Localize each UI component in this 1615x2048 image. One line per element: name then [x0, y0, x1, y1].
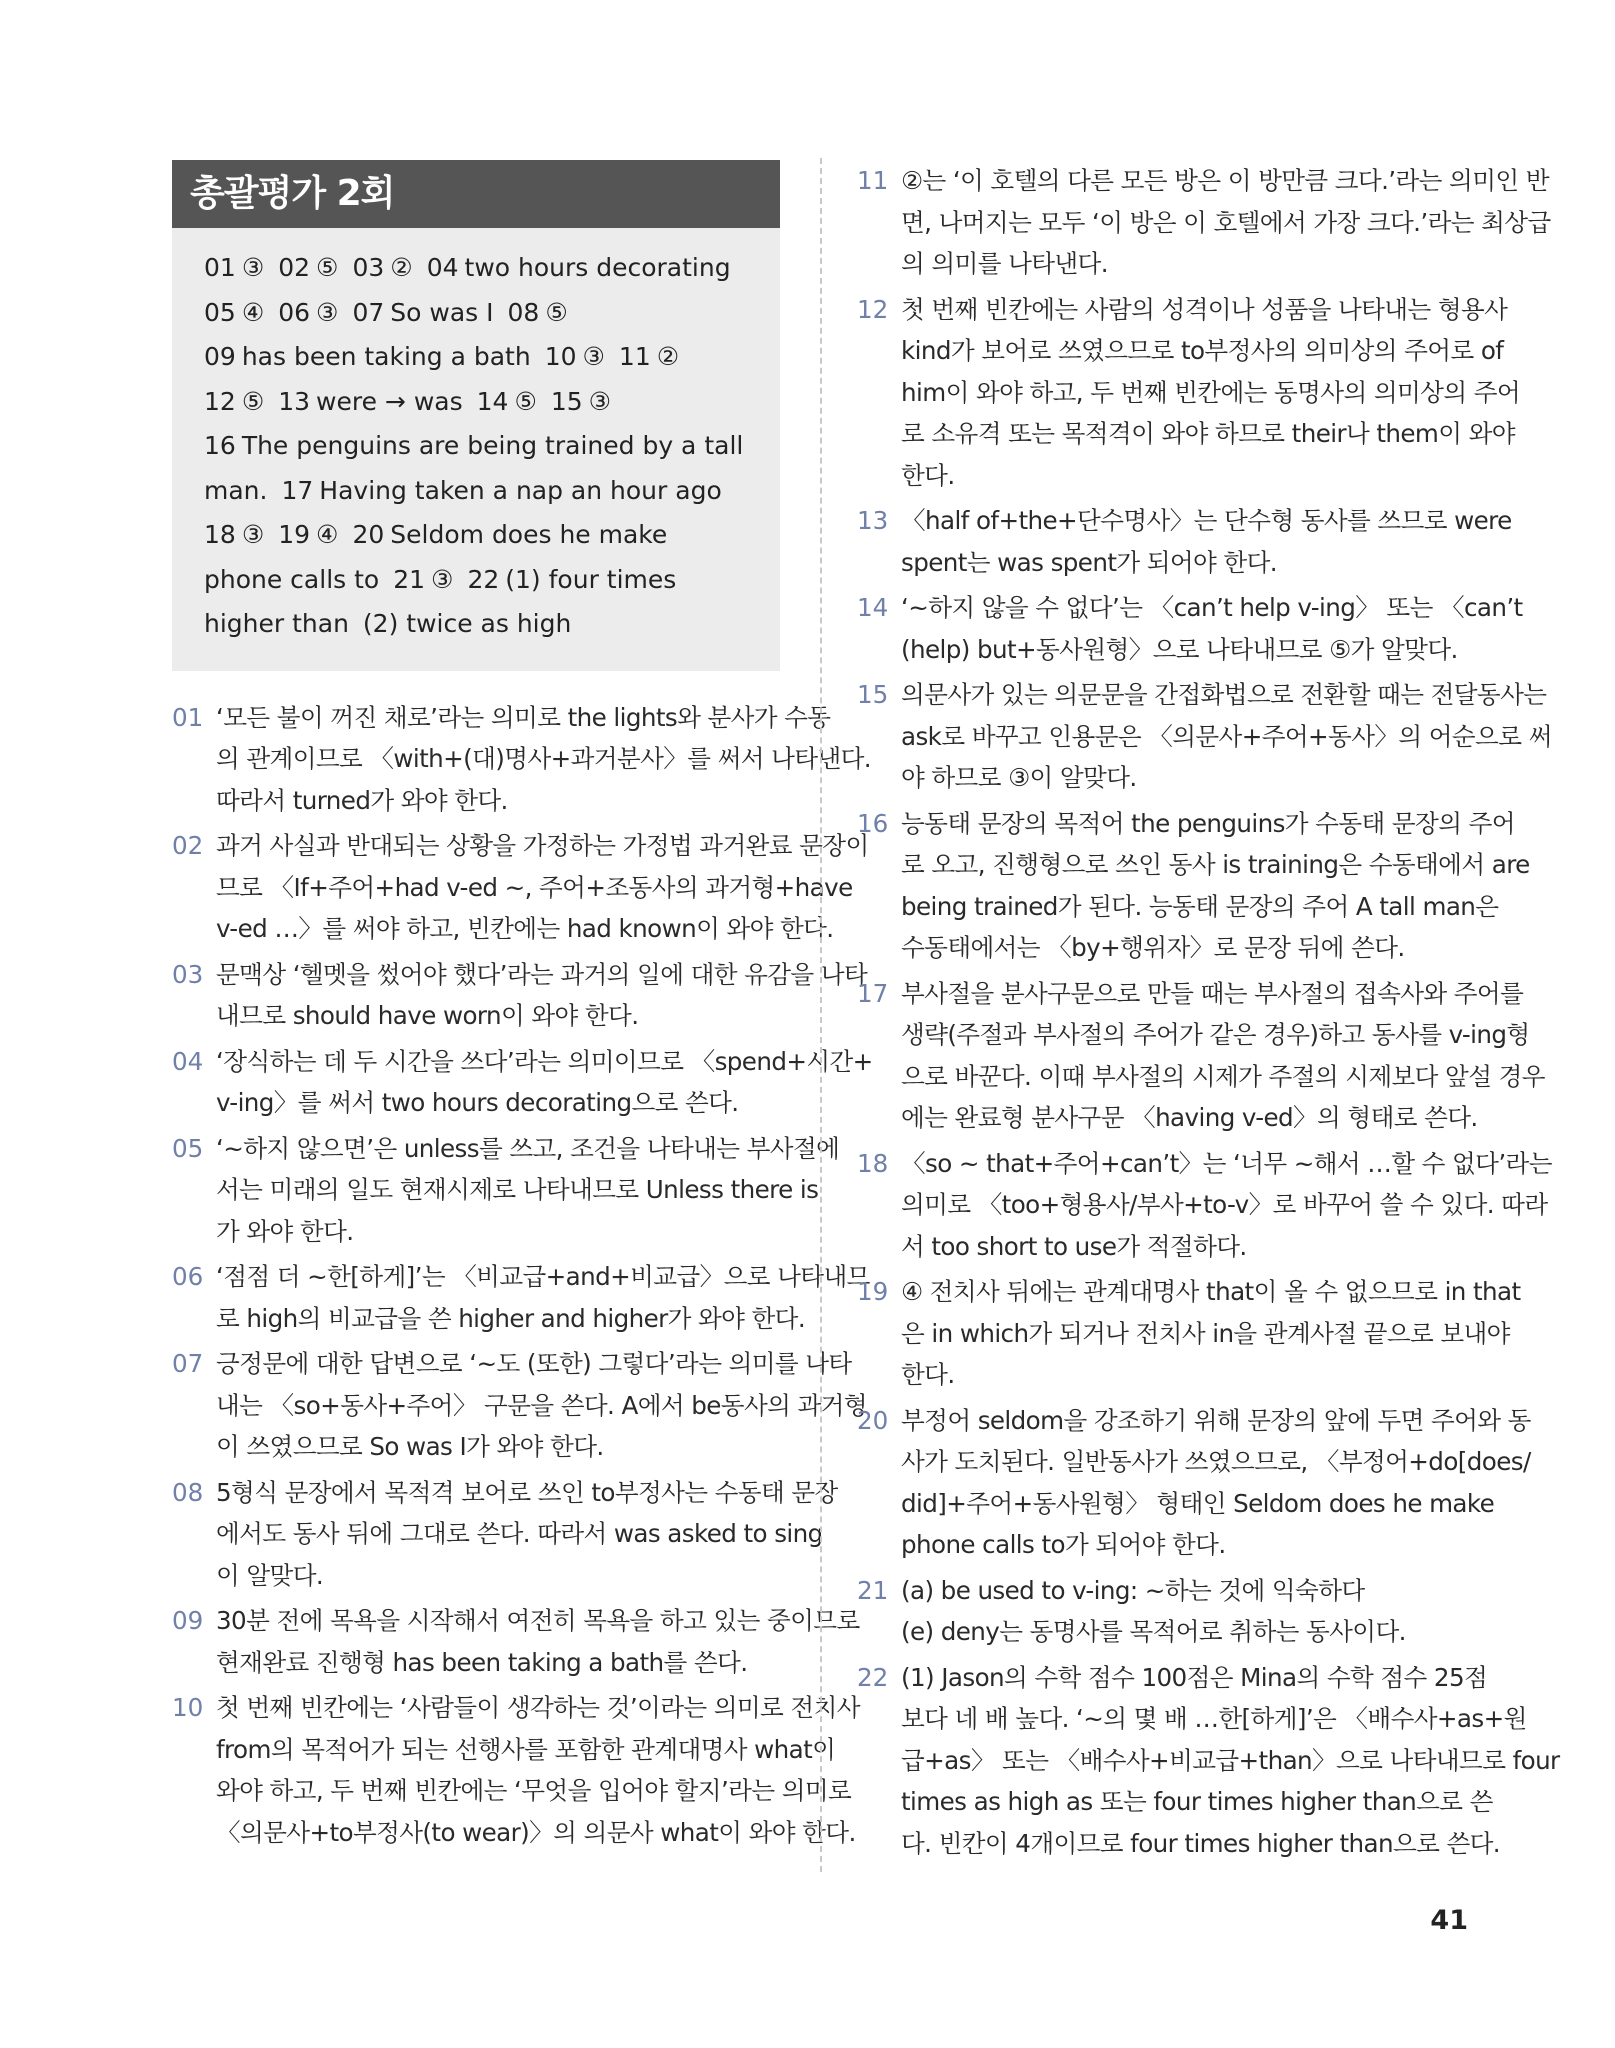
- answer-entry: [278, 387, 462, 416]
- answer-key-box: [172, 228, 780, 671]
- answer-number: 03: [352, 253, 385, 282]
- text-line: 다. 빈칸이 4개이므로 four times higher than으로 쓴다.: [901, 1828, 1501, 1858]
- answer-value: ③: [582, 342, 605, 371]
- text-line: ④ 전치사 뒤에는 관계대명사 that이 올 수 없으므로 in that: [901, 1277, 1521, 1306]
- item-number: 03: [172, 959, 204, 989]
- item-number: 17: [857, 978, 889, 1008]
- item-number: 14: [857, 593, 889, 622]
- text-line: 〈의문사+to부정사(to wear)〉의 의문사 what이 와야 한다.: [216, 1817, 856, 1847]
- answer-number: 02: [278, 253, 311, 282]
- answer-line: [204, 246, 760, 291]
- text-line: 첫 번째 빈칸에는 ‘사람들이 생각하는 것’이라는 의미로 전치사: [216, 1693, 860, 1722]
- text-line: 사가 도치된다. 일반동사가 쓰였으므로, 〈부정어+do[does/: [901, 1447, 1531, 1476]
- answer-value: ②: [390, 253, 413, 282]
- text-line: 로 오고, 진행형으로 쓰인 동사 is training은 수동태에서 are: [901, 850, 1530, 879]
- answer-value: (1) four times: [505, 564, 677, 594]
- item-text: [901, 1657, 1560, 1865]
- answer-number: 07: [352, 297, 385, 327]
- text-line: ‘점점 더 ~한[하게]’는 〈비교급+and+비교급〉으로 나타내므: [216, 1262, 870, 1291]
- text-line: 서는 미래의 일도 현재시제로 나타내므로 Unless there is: [216, 1175, 819, 1204]
- item-number: 12: [857, 294, 889, 324]
- item-text: [216, 1472, 838, 1597]
- answer-number: 21: [393, 564, 426, 594]
- answer-value: ②: [656, 342, 680, 371]
- explanation-item: [857, 1570, 1467, 1653]
- text-line: (e) deny는 동명사를 목적어로 취하는 동사이다.: [901, 1617, 1406, 1646]
- item-number: 13: [857, 506, 889, 535]
- item-number: 07: [172, 1349, 204, 1378]
- item-text: [901, 1143, 1552, 1268]
- answer-value: ③: [588, 386, 612, 416]
- explanation-item: [857, 289, 1521, 497]
- answer-entry: [545, 342, 605, 371]
- text-line: spent는 was spent가 되어야 한다.: [901, 547, 1277, 577]
- right-column: [857, 160, 1560, 1868]
- text-line: 야 하므로 ③이 알맞다.: [901, 763, 1137, 792]
- answer-number: 19: [278, 520, 311, 549]
- answer-value: phone calls to: [204, 564, 380, 594]
- answer-line: [204, 469, 760, 514]
- text-line: ‘~하지 않을 수 없다’는 〈can’t help v-ing〉 또는 〈can’t: [901, 593, 1523, 622]
- text-line: from의 목적어가 되는 선행사를 포함한 관계대명사 what이: [216, 1734, 836, 1764]
- text-line: 로 소유격 또는 목적격이 와야 하므로 their나 them이 와야: [901, 419, 1515, 448]
- page-number: 41: [1430, 1905, 1468, 1936]
- item-number: 22: [857, 1662, 889, 1692]
- item-text: [216, 1687, 860, 1853]
- item-text: [901, 973, 1545, 1139]
- answer-value: ⑤: [514, 386, 537, 416]
- text-line: ②는 ‘이 호텔의 다른 모든 방은 이 방만큼 크다.’라는 의미인 반: [901, 166, 1549, 195]
- text-line: times as high as 또는 four times higher than으로 쓴: [901, 1787, 1493, 1816]
- answer-value: ④: [241, 297, 265, 327]
- answer-value: has been taking a bath: [241, 342, 531, 371]
- text-line: 이 쓰였으므로 So was I가 와야 한다.: [216, 1432, 604, 1461]
- explanation-item: [172, 1687, 860, 1853]
- text-line: 에는 완료형 분사구문 〈having v-ed〉의 형태로 쓴다.: [901, 1103, 1478, 1132]
- text-line: v-ing〉를 써서 two hours decorating으로 쓴다.: [216, 1088, 739, 1117]
- text-line: 수동태에서는 〈by+행위자〉로 문장 뒤에 쓴다.: [901, 933, 1405, 962]
- answer-entry: [619, 342, 679, 371]
- item-number: 08: [172, 1477, 204, 1507]
- answer-entry: [551, 387, 611, 416]
- text-line: 긍정문에 대한 답변으로 ‘~도 (또한) 그렇다’라는 의미를 나타: [216, 1349, 852, 1378]
- answer-value: ⑤: [316, 253, 339, 282]
- answer-value: ③: [316, 297, 339, 327]
- answer-entry: [204, 387, 264, 416]
- item-text: [901, 289, 1520, 497]
- answer-entry: [393, 565, 453, 594]
- answer-line: [204, 513, 760, 558]
- explanation-item: [857, 1143, 1552, 1268]
- item-number: 15: [857, 680, 889, 709]
- answer-number: 18: [204, 520, 236, 549]
- text-line: (a) be used to v-ing: ~하는 것에 익숙하다: [901, 1575, 1365, 1605]
- text-line: being trained가 된다. 능동태 문장의 주어 A tall man은: [901, 891, 1499, 921]
- text-line: 〈half of+the+단수명사〉는 단수형 동사를 쓰므로 were: [901, 506, 1512, 535]
- answer-entry: [204, 609, 349, 638]
- text-line: 따라서 turned가 와야 한다.: [216, 785, 508, 815]
- item-text: [901, 1271, 1521, 1396]
- item-number: 09: [172, 1606, 204, 1635]
- answer-number: 01: [204, 253, 236, 282]
- explanation-item: [172, 825, 869, 950]
- item-number: 11: [857, 166, 889, 195]
- text-line: 가 와야 한다.: [216, 1216, 354, 1246]
- answer-number: 04: [426, 253, 459, 282]
- column-divider: [820, 158, 822, 1872]
- explanation-item: [857, 1657, 1560, 1865]
- item-number: 19: [857, 1277, 889, 1306]
- explanation-item: [172, 1256, 870, 1339]
- text-line: kind가 보어로 쓰였으므로 to부정사의 의미상의 주어로 of: [901, 336, 1504, 365]
- explanation-item: [172, 1041, 873, 1124]
- text-line: 급+as〉 또는 〈배수사+비교급+than〉으로 나타내므로 four: [901, 1745, 1560, 1775]
- answer-entry: [352, 520, 667, 549]
- text-line: 현재완료 진행형 has been taking a bath를 쓴다.: [216, 1647, 748, 1677]
- text-line: 의 관계이므로 〈with+(대)명사+과거분사〉를 써서 나타낸다.: [216, 744, 872, 773]
- text-line: 이 알맞다.: [216, 1560, 324, 1590]
- answer-line: [204, 291, 760, 336]
- explanation-item: [857, 1271, 1521, 1396]
- text-line: 로 high의 비교급을 쓴 higher and higher가 와야 한다.: [216, 1303, 806, 1333]
- text-line: him이 와야 하고, 두 번째 빈칸에는 동명사의 의미상의 주어: [901, 377, 1521, 407]
- text-line: 한다.: [901, 460, 955, 490]
- text-line: phone calls to가 되어야 한다.: [901, 1530, 1226, 1559]
- item-number: 16: [857, 808, 889, 838]
- explanation-item: [857, 674, 1552, 799]
- answer-number: 12: [204, 386, 236, 416]
- text-line: 문맥상 ‘헬멧을 썼어야 했다’라는 과거의 일에 대한 유감을 나타: [216, 959, 868, 989]
- answer-line: [204, 424, 760, 469]
- text-line: 30분 전에 목욕을 시작해서 여전히 목욕을 하고 있는 중이므로: [216, 1606, 860, 1635]
- item-text: [216, 1256, 870, 1339]
- answer-number: 16: [204, 431, 236, 460]
- item-text: [216, 954, 867, 1037]
- text-line: (help) but+동사원형〉으로 나타내므로 ⑤가 알맞다.: [901, 634, 1458, 664]
- item-number: 04: [172, 1046, 204, 1076]
- answer-line: [204, 335, 760, 380]
- text-line: 에서도 동사 뒤에 그대로 쓴다. 따라서 was asked to sing: [216, 1519, 823, 1548]
- text-line: 부사절을 분사구문으로 만들 때는 부사절의 접속사와 주어를: [901, 978, 1524, 1008]
- answer-number: 11: [618, 342, 651, 371]
- explanation-item: [857, 973, 1545, 1139]
- text-line: 〈so ~ that+주어+can’t〉는 ‘너무 ~해서 …할 수 없다’라는: [901, 1148, 1552, 1178]
- answer-number: 13: [278, 386, 311, 416]
- text-line: 5형식 문장에서 목적격 보어로 쓰인 to부정사는 수동태 문장: [216, 1477, 838, 1507]
- explanation-item: [857, 1400, 1531, 1566]
- answer-entry: [352, 298, 493, 327]
- explanation-item: [857, 803, 1530, 969]
- answer-number: 17: [281, 475, 314, 505]
- item-text: [216, 825, 869, 950]
- answer-entry: [204, 520, 264, 549]
- answer-value: Having taken a nap an hour ago: [319, 475, 722, 505]
- text-line: ask로 바꾸고 인용문은 〈의문사+주어+동사〉의 어순으로 써: [901, 721, 1552, 751]
- answer-entry: [204, 342, 531, 371]
- item-text: [216, 697, 871, 822]
- item-number: 05: [172, 1133, 204, 1163]
- answer-value: were → was: [316, 386, 463, 416]
- text-line: 과거 사실과 반대되는 상황을 가정하는 가정법 과거완료 문장이: [216, 831, 869, 860]
- text-line: 의문사가 있는 의문문을 간접화법으로 전환할 때는 전달동사는: [901, 680, 1547, 709]
- item-text: [216, 1128, 839, 1253]
- answer-value: ⑤: [545, 297, 568, 327]
- text-line: v-ed …〉를 써야 하고, 빈칸에는 had known이 와야 한다.: [216, 914, 834, 943]
- answer-value: higher than: [204, 609, 349, 638]
- answer-value: ④: [316, 520, 339, 549]
- text-line: 면, 나머지는 모두 ‘이 방은 이 호텔에서 가장 크다.’라는 최상급: [901, 207, 1551, 237]
- item-text: [901, 587, 1523, 670]
- answer-number: 22: [467, 564, 500, 594]
- explanation-item: [857, 587, 1523, 670]
- explanation-item: [172, 1472, 838, 1597]
- answer-value: ⑤: [241, 386, 265, 416]
- text-line: 보다 네 배 높다. ‘~의 몇 배 …한[하게]’은 〈배수사+as+원: [901, 1704, 1527, 1733]
- answer-entry: [467, 565, 676, 594]
- answer-entry: [281, 476, 721, 505]
- answer-entry: [278, 253, 338, 282]
- item-number: 02: [172, 831, 204, 860]
- text-line: 내므로 should have worn이 와야 한다.: [216, 1001, 639, 1030]
- answer-line: [204, 558, 760, 603]
- answer-value: (2) twice as high: [362, 609, 572, 638]
- answer-value: ③: [241, 520, 265, 549]
- text-line: 의 의미를 나타낸다.: [901, 249, 1108, 278]
- answer-number: 06: [278, 297, 311, 327]
- item-text: [901, 674, 1552, 799]
- left-column: [172, 160, 873, 1857]
- text-line: 내는 〈so+동사+주어〉 구문을 쓴다. A에서 be동사의 과거형: [216, 1390, 867, 1420]
- answer-number: 10: [544, 342, 577, 371]
- answer-line: [204, 602, 760, 647]
- answer-entry: [278, 298, 338, 327]
- answer-entry: [363, 609, 571, 638]
- text-line: 생략(주절과 부사절의 주어가 같은 경우)하고 동사를 v-ing형: [901, 1020, 1530, 1049]
- answer-line: [204, 380, 760, 425]
- text-line: 첫 번째 빈칸에는 사람의 성격이나 성품을 나타내는 형용사: [901, 294, 1508, 324]
- answer-value: The penguins are being trained by a tall: [241, 431, 744, 460]
- explanation-item: [172, 1128, 840, 1253]
- text-line: 으로 바꾼다. 이때 부사절의 시제가 주절의 시제보다 앞설 경우: [901, 1061, 1545, 1091]
- item-text: [216, 1600, 860, 1683]
- answer-entry: [278, 520, 338, 549]
- item-text: [216, 1041, 873, 1124]
- item-text: [216, 1343, 867, 1468]
- item-number: 18: [857, 1148, 889, 1178]
- text-line: 므로 〈If+주어+had v-ed ~, 주어+조동사의 과거형+have: [216, 872, 853, 902]
- explanation-item: [857, 160, 1551, 285]
- explanation-item: [172, 1343, 867, 1468]
- answer-number: 14: [476, 386, 509, 416]
- answer-number: 15: [550, 386, 583, 416]
- item-number: 01: [172, 702, 204, 732]
- answer-number: 20: [352, 520, 385, 549]
- answer-value: Seldom does he make: [390, 520, 668, 549]
- answer-entry: [204, 431, 743, 460]
- text-line: 은 in which가 되거나 전치사 in을 관계사절 끝으로 보내야: [901, 1318, 1510, 1348]
- explanation-item: [172, 1600, 860, 1683]
- answer-value: two hours decorating: [464, 253, 731, 282]
- text-line: ‘장식하는 데 두 시간을 쓰다’라는 의미이므로 〈spend+시간+: [216, 1046, 873, 1076]
- explanations-right: [857, 160, 1560, 1864]
- item-text: [901, 803, 1530, 969]
- answer-value: man.: [204, 475, 268, 505]
- answer-entry: [204, 565, 379, 594]
- section-title: 총괄평가 2회: [172, 160, 780, 228]
- text-line: 의미로 〈too+형용사/부사+to-v〉로 바꾸어 쓸 수 있다. 따라: [901, 1190, 1548, 1219]
- answer-value: ③: [431, 564, 454, 594]
- answer-number: 09: [204, 342, 236, 371]
- explanation-item: [857, 500, 1512, 583]
- text-line: ‘~하지 않으면’은 unless를 쓰고, 조건을 나타내는 부사절에: [216, 1133, 840, 1163]
- answer-entry: [477, 387, 537, 416]
- answer-value: ③: [241, 253, 265, 282]
- answer-entry: [204, 253, 264, 282]
- answer-value: So was I: [390, 297, 494, 327]
- text-line: 부정어 seldom을 강조하기 위해 문장의 앞에 두면 주어와 동: [901, 1405, 1531, 1435]
- text-line: 서 too short to use가 적절하다.: [901, 1231, 1247, 1261]
- item-number: 21: [857, 1575, 889, 1605]
- answer-entry: [204, 298, 264, 327]
- answer-number: 05: [204, 297, 236, 327]
- text-line: (1) Jason의 수학 점수 100점은 Mina의 수학 점수 25점: [901, 1662, 1488, 1692]
- item-text: [901, 1570, 1467, 1653]
- item-number: 06: [172, 1262, 204, 1291]
- explanation-item: [172, 697, 872, 822]
- item-text: [901, 160, 1551, 285]
- item-number: 20: [857, 1405, 889, 1435]
- item-number: 10: [172, 1693, 204, 1722]
- answer-entry: [427, 253, 731, 282]
- answer-entry: [352, 253, 412, 282]
- text-line: ‘모든 불이 꺼진 채로’라는 의미로 the lights와 분사가 수동: [216, 702, 831, 732]
- explanation-item: [172, 954, 868, 1037]
- answer-entry: [508, 298, 568, 327]
- item-text: [901, 1400, 1531, 1566]
- answer-number: 08: [507, 297, 540, 327]
- text-line: did]+주어+동사원형〉 형태인 Seldom does he make: [901, 1488, 1495, 1518]
- text-line: 와야 하고, 두 번째 빈칸에는 ‘무엇을 입어야 할지’라는 의미로: [216, 1776, 852, 1805]
- text-line: 한다.: [901, 1360, 955, 1389]
- text-line: 능동태 문장의 목적어 the penguins가 수동태 문장의 주어: [901, 808, 1515, 838]
- answer-entry: [204, 476, 267, 505]
- item-text: [901, 500, 1512, 583]
